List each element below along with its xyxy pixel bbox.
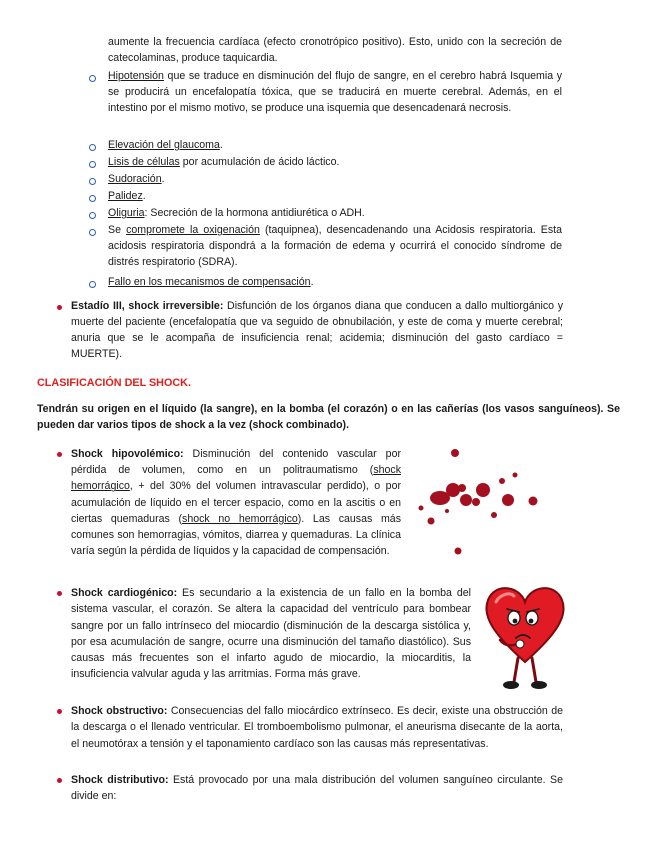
sub-item-term: Lisis de células xyxy=(108,156,180,168)
sub-item-text: . xyxy=(142,190,146,202)
sub-item-pre: Se xyxy=(108,224,127,236)
blood-drops-illustration xyxy=(400,440,550,565)
shock-hipovolemico-item xyxy=(71,446,401,559)
heart-shoe xyxy=(503,681,519,689)
shock-type-text: , + del 30% del volumen intravascular perdido), o por acumulación de líquido en el tercer espacio, como en la ascitis o en ciertas quemaduras ( xyxy=(71,480,401,525)
shock-type-text: Está provocado por una mala distribución del volumen sanguíneo circulante. Se divide en: xyxy=(71,774,563,803)
blood-drop xyxy=(502,494,514,506)
blood-drop xyxy=(529,497,538,506)
sub-item-palidez xyxy=(108,189,562,205)
shock-type-title: Shock distributivo: xyxy=(71,774,169,786)
blood-drop xyxy=(428,518,435,525)
sub-bullet-icon xyxy=(89,281,96,288)
sub-item-term: Oliguria xyxy=(108,207,145,219)
continuation-text: aumente la frecuencia cardíaca (efecto cronotrópico positivo). Esto, unido con la secreción de catecolaminas, produce taquicardia. xyxy=(108,36,562,64)
main-bullet-icon xyxy=(57,709,62,714)
sub-item-lisis xyxy=(108,155,562,171)
blood-drop xyxy=(513,473,518,478)
section-intro: Tendrán su origen en el líquido (la sangre), en la bomba (el corazón) o en las cañerías (los vasos sanguíneos). Se pueden dar varios tipos de shock a la vez (shock combinado). xyxy=(37,403,620,432)
sad-heart-illustration xyxy=(480,580,570,695)
sub-item-text: . xyxy=(219,139,223,151)
sub-item-text: (taquipnea), desencadenando una Acidosis respiratoria. Esta acidosis respiratoria dispondrá a la formación de edema y ocurrirá el conocido síndrome de distrés respiratorio (SDRA). xyxy=(108,224,562,268)
blood-drop xyxy=(445,509,449,513)
shock-hemorragico-term: shock hemorrágico xyxy=(71,464,401,493)
shock-type-title: Shock hipovolémico: xyxy=(71,448,184,460)
blood-drop xyxy=(460,494,472,506)
heart-pupil xyxy=(513,619,518,624)
shock-type-text: ). Las causas más comunes son hemorragias, vómitos, diarrea y quemaduras. La clínica varía según la pérdida de líquidos y la capacidad de compensación. xyxy=(71,512,401,558)
sub-item-oliguria xyxy=(108,206,562,222)
blood-drop xyxy=(499,478,505,484)
section-heading: CLASIFICACIÓN DEL SHOCK. xyxy=(37,377,191,389)
blood-drop xyxy=(476,483,490,497)
blood-drop xyxy=(451,449,459,457)
sub-bullet-icon xyxy=(89,229,96,236)
sub-bullet-icon xyxy=(89,75,96,82)
sub-bullet-icon xyxy=(89,212,96,219)
shock-type-text: Disminución del contenido vascular por pérdida de volumen, como en un politraumatismo ( xyxy=(71,448,401,477)
blood-drop xyxy=(446,483,460,497)
shock-type-title: Shock obstructivo: xyxy=(71,705,168,717)
blood-drop xyxy=(491,512,497,518)
sub-item-term: Sudoración xyxy=(108,173,162,185)
main-bullet-icon xyxy=(57,305,62,310)
shock-type-text: Consecuencias del fallo miocárdico extrínseco. Es decir, existe una obstrucción de la descarga o el llenado ventricular. El tromboembolismo pulmonar, el aneurisma disecante de la aorta, el neumotórax a tensión y el taponamiento cardíaco son las causas más representativas. xyxy=(71,705,563,750)
sub-item-term: Elevación del glaucoma xyxy=(108,139,220,151)
sub-item-oxigenacion xyxy=(108,223,562,271)
shock-obstructivo-item xyxy=(71,703,563,752)
sub-bullet-icon xyxy=(89,195,96,202)
sub-item-fallo xyxy=(108,275,562,291)
sub-item-text: : Secreción de la hormona antidiurética o ADH. xyxy=(144,207,365,219)
sub-item-sudoracion xyxy=(108,172,562,188)
shock-type-text: Es secundario a la existencia de un fallo en la bomba del sistema vascular, el corazón. Se altera la capacidad del ventrículo para bombear sangre por un fallo intrínseco del miocardio (disminución de la descarga sistólica y, por esa acumulación de sangre, ocurre una disminución del tamaño diastólico). Sus causas más frecuentes son el infarto agudo de miocardio, la miocarditis, la insuficiencia valvular aguda y las arritmias. Forma más grave. xyxy=(71,587,471,681)
main-bullet-icon xyxy=(57,778,62,783)
sub-item-term: Palidez xyxy=(108,190,143,202)
heart-shoe xyxy=(531,681,547,689)
blood-drop xyxy=(458,484,466,492)
main-bullet-icon xyxy=(57,591,62,596)
sub-item-text: . xyxy=(310,276,314,288)
sub-item-glaucoma xyxy=(108,138,562,154)
sub-item-text: por acumulación de ácido láctico. xyxy=(179,156,340,168)
stage3-text: Disfunción de los órganos diana que conducen a dallo multiorgánico y muerte del paciente (encefalopatía que va seguido de obnubilación, y este de coma y muerte cerebral; anuria que se le acompaña de insuficiencia renal; acidemia; disminución del gasto cardíaco = MUERTE). xyxy=(71,300,564,360)
sub-item-term: Fallo en los mecanismos de compensación xyxy=(108,276,311,288)
shock-distributivo-item xyxy=(71,772,563,805)
sub-bullet-icon xyxy=(89,161,96,168)
main-bullet-icon xyxy=(57,452,62,457)
sub-item-hipotension xyxy=(108,69,562,117)
shock-type-title: Shock cardiogénico: xyxy=(71,587,178,599)
blood-drop xyxy=(472,498,480,506)
sub-bullet-icon xyxy=(89,178,96,185)
sub-item-term: compromete la oxigenación xyxy=(126,224,260,236)
shock-no-hemorragico-term: shock no hemorrágico xyxy=(182,512,298,525)
sub-item-text: . xyxy=(161,173,165,185)
blood-drop xyxy=(419,506,424,511)
blood-drop xyxy=(455,548,462,555)
sub-item-term: Hipotensión xyxy=(108,70,164,82)
stage3-item xyxy=(71,299,563,363)
sub-item-text: que se traduce en disminución del flujo de sangre, en el cerebro habrá Isquemia y se producirá un encefalopatía tóxica, que se traducirá en muerte cerebral. Además, en el intestino por el mismo motivo, se produce una isquemia que desencadenará necrosis. xyxy=(108,70,562,114)
shock-cardiogenico-item xyxy=(71,585,471,683)
heart-pupil xyxy=(529,619,534,624)
sub-bullet-icon xyxy=(89,144,96,151)
heart-hand xyxy=(516,640,524,648)
stage3-title: Estadío III, shock irreversible: xyxy=(71,300,224,312)
